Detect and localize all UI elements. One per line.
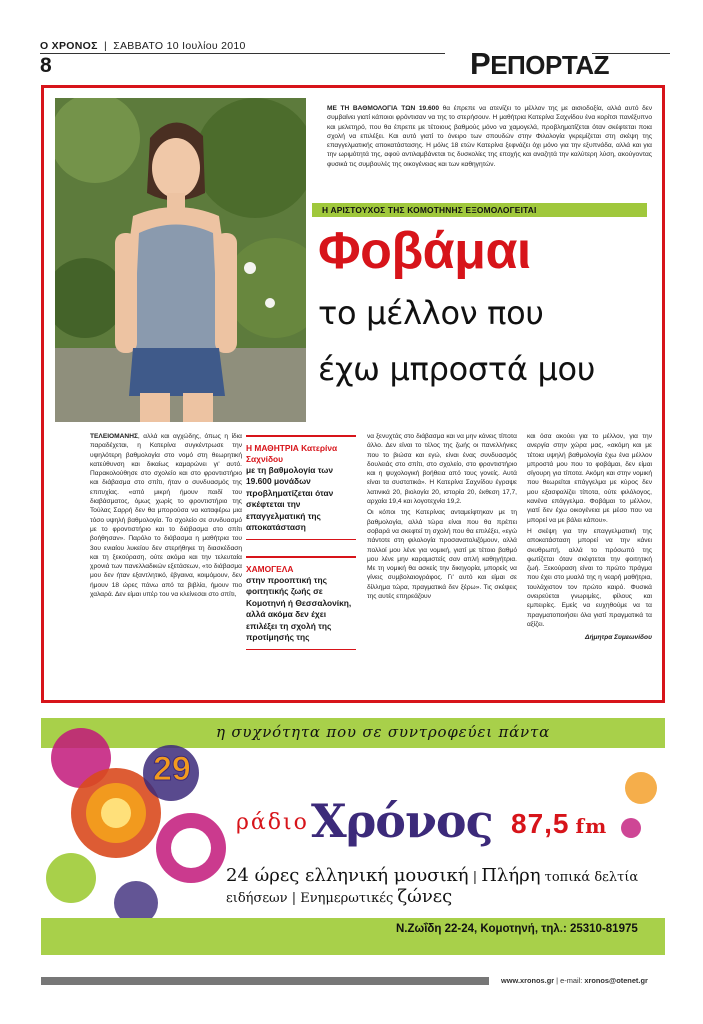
col3-paragraph-2: Οι κόποι της Κατερίνας ανταμείφτηκαν με τη βαθμολογία, αλλά τώρα είναι που θα πρέπει σοβαρά να σκεφτεί τη σχολή που θα επιλέξει, «εγώ πάντοτε στη φιλολογία προσανατολιζόμουν, αλλά πολλοί μου λένε για νομική, γιατί με τέτοιο βαθμό μου λένε μην καραμιστείς σαν απλή καθηγήτρια. Με τη νομική θα ασκείς την δικηγορία, μπορείς να γίνεις συμβολαιογράφος. Γι' αυτό και είμαι σε δίλλημα τώρα, πραγματικά δεν ξέρω». Τις σκέψεις της αυτές επηρεάζουν [367,509,517,601]
masthead-info [40,40,246,52]
pull-quote-2-rule [246,649,356,650]
ad-tagline: 24 ώρες ελληνική μουσική | Πλήρη τοπικά δελτία ειδήσεων | Ενημερωτικές ζώνες [226,865,639,907]
issue-date: ΣΑΒΒΑΤΟ 10 Ιουλίου 2010 [113,40,246,52]
ad-tagline-part-2: Πλήρη [481,865,541,886]
author-byline: Δήμητρα Συμεωνίδου [585,634,652,642]
radio-advertisement [41,718,665,955]
pull-quote-1-body: με τη βαθμολογία των 19.600 μονάδων προβληματίζεται όταν σκέφτεται την επαγγελματική της αποκατάσταση [246,465,334,533]
pull-quote-2-body: στην προοπτική της φοιτητικής ζωής σε Κομοτηνή ή Θεσσαλονίκη, αλλά ακόμα δεν έχει επιλέξει τη σχολή της προτίμησής της [246,575,352,643]
footer-contact [501,976,648,985]
col1-text: , αλλά και αγχώδης, όπως η ίδια παραδέχεται, η Κατερίνα συγκέντρωσε την υψηλότερη βαθμολογία στο νομό στη θεωρητική κατεύθυνση και δικαίως καμαρώνει γι' αυτό. Παρακολούθησε στο σχολείο και στο φροντιστήριο και διάβασμα στο σπίτι, ήταν ο συνδυασμός της επιτυχίας. «από μικρή ήμουν παιδί του διαβάσματος, όμως χωρίς το φροντιστήριο της Τούλας Σαρρή δεν θα μπορούσα να καταφέρω μια τόσο υψηλή βαθμολογία. Το σχολείο σε συνδυασμό με το φροντιστήριο και το διάβασμα στο σπίτι βοήθησαν». Παρόλο το διάβασμα η μαθήτρια του 3ου ενιαίου λυκείου δεν στερήθηκε τη διασκέδαση και τη ξεκούραση, ούτε ακόμα και την τελευταία χρονιά των πανελλαδικών εξετάσεων, «το διάβασμα μου δεν ήταν εξαντλητικό, έβγαινα, κοιμόμουν, δεν ήμουν 18 ώρες πάνω από τα βιβλία, ήμουν πιο χαλαρά. Δεν είμαι υπέρ του να κλείνεσαι στο σπίτι, [90,433,242,599]
kicker-bar: Η ΑΡΙΣΤΟΥΧΟΣ ΤΗΣ ΚΟΜΟΤΗΝΗΣ ΕΞΟΜΟΛΟΓΕΙΤΑΙ [312,203,647,217]
section-title [470,46,609,82]
footer-divider: | [554,976,561,985]
masthead-separator: | [103,40,107,52]
section-title-cap: Ρ [470,46,491,81]
pull-quote-1 [246,435,356,540]
col3-paragraph-1: να ξενυχτάς στο διάβασμα και να μην κάνεις τίποτα άλλο. Δεν είναι το τέλος της ζωής οι πανελλήνιες που το βιώσα και εγώ, είναι ένας συνδυασμός δουλειάς στο σπίτι, στο σχολείο, στο φροντιστήριο και η ψυχολογική βοήθεια από τους γονείς. Αυτά είναι τα συστατικά». Η Κατερίνα Σαχνίδου έγραψε λατινικά 20, βιολογία 20, ιστορία 20, έκθεση 17,7, αρχαία 19,4 και λογοτεχνία 19,2. [367,433,517,506]
newspaper-name: Ο ΧΡΟΝΟΣ [40,40,98,52]
col4-paragraph-1: και όσα ακούει για το μέλλον, για την ανεργία στην χώρα μας, «ακόμη και με τέτοια υψηλή βαθμολογία έχω ένα μέλλον μπροστά μου που το φοβάμαι, δεν είμαι σίγουρη για τίποτα. Ακόμη και στην νομική που θεωρείται επάγγελμα με κύρος δεν μου εξασφαλίζει τίποτα, ούτε φιλόλογος, κανένα επάγγελμα. Φοβάμαι το μέλλον, γιατί δεν έχω οικογένεια με μέσο που να μπορεί να με βάλει κάπου». [527,433,652,524]
ad-tagline-part-4: Ενημερωτικές [300,891,394,906]
lead-bold: ΜΕ ΤΗ ΒΑΘΜΟΛΟΓΙΑ ΤΩΝ 19.600 [327,105,440,112]
ad-tagline-part-3: τοπικά δελτία ειδήσεων [226,870,639,906]
pull-quote-2-tag: ΧΑΜΟΓΕΛΑ [246,564,294,574]
ad-tagline-part-5: ζώνες [397,886,453,907]
col4-paragraph-2: Η σκέψη για την επαγγελματική της αποκατάσταση μπορεί να την κάνει σκυθρωπή, αλλά το πρόσωπό της φωτίζεται όταν σκέφτεται την φοιτητική ζωή. Ξεκούραση είναι το πρώτο πράγμα που έχει στο μυαλό της η νεαρή μαθήτρια, τουλάχιστον τον πρώτο καιρό. Φυσικά ονειρεύεται γνωριμίες, φίλους και εμπειρίες. Εμείς να ευχηθούμε να τα πραγματοποιήσει όλα γιατί πραγματικά τα αξίζει. [527,527,652,628]
lead-paragraph [327,104,652,169]
headline-line-3: έχω μπροστά μου [318,350,596,388]
body-column-1 [90,432,242,599]
ad-fm-label: fm [575,814,608,838]
student-photo-illustration [55,98,306,422]
ad-frequency [511,808,607,840]
ad-slogan: η συχνότητα που σε συντροφεύει πάντα [216,723,550,741]
pull-quote-1-rule [246,539,356,540]
ad-brand-name: Χρόνος [311,794,493,848]
masthead-rule [40,53,445,54]
masthead [40,38,670,81]
page-number: 8 [40,54,52,77]
pull-quote-1-tag: Η ΜΑΘΗΤΡΙΑ Κατερίνα Σαχνίδου [246,443,338,464]
headline-line-2: το μέλλον που [318,294,544,332]
col1-bold: ΤΕΛΕΙΟΜΑΝΗΣ [90,433,138,440]
body-column-3 [367,432,517,603]
ad-29-badge: 29 [153,750,191,788]
body-column-4 [527,432,652,643]
ad-frequency-number: 87,5 [511,808,570,839]
footer-email-label: e-mail: [560,976,585,985]
lead-text: θα έπρεπε να ατενίζει το μέλλον της με αισιοδοξία, αλλά αυτό δεν συμβαίνει γιατί κάποιοι φρόντισαν να της το στερήσουν. Η μαθήτρια Κατερίνα Σαχνίδου ένα κορίτσι πανέξυπνο και μελετηρό, που θα έπρεπε με τέτοιους βαθμούς μόνο να χαμογελά, προβληματίζεται όταν σκέφτεται ποια σχολή να επιλέξει. Και αυτό γιατί το όνειρο των σπουδών στην Φιλολογία γκρεμίζεται στη σκέψη της επαγγελματικής αποκατάστασης. Η μόλις 18 ετών Κατερίνα ξεφνάζει όχι μόνο για την εξυπνάδα, αλλά και για την ωριμότητά της, αφού αντιλαμβάνεται τις δυσκολίες της εποχής και αναζητά την καλύτερη λύση, ακούγοντας φυσικά τις συμβουλές της οικογένειας και των καθηγητών. [327,105,652,168]
footer-email[interactable]: xronos@otenet.gr [584,976,648,985]
section-title-rest: ΕΠΟΡΤΑΖ [490,50,609,80]
section-rule [592,53,670,54]
student-photo [55,98,306,422]
footer-website[interactable]: www.xronos.gr [501,976,555,985]
ad-tagline-part-1: 24 ώρες ελληνική μουσική [226,865,469,886]
pull-quote-2 [246,556,356,650]
headline-red-word: Φοβάμαι [318,222,531,280]
footer-bar [41,977,489,985]
ad-brand-prefix: ράδιο [236,810,309,835]
ad-address: Ν.Ζωΐδη 22-24, Κομοτηνή, τηλ.: 25310-81975 [396,923,638,935]
